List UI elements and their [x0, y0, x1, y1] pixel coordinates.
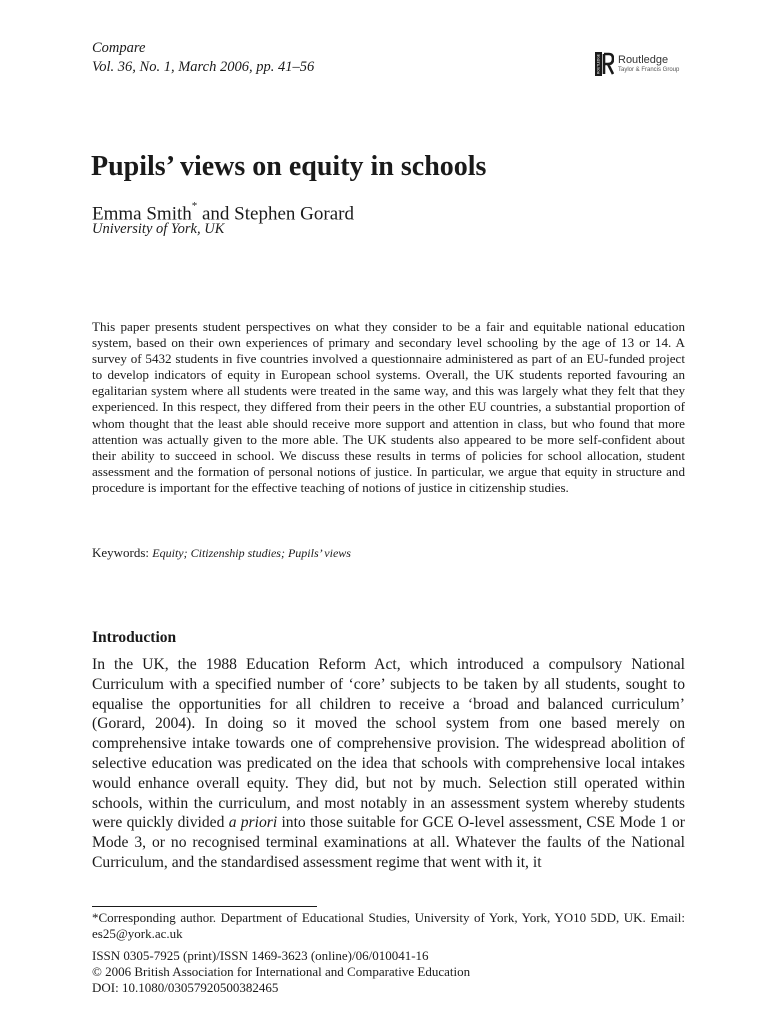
abstract: This paper presents student perspectives on what they consider to be a fair and equitable national education system, based on their own experiences of primary and secondary level schooling by the age of 13 or 14. A survey of 5432 students in five countries involved a questionnaire administered as part of an EU-funded project to develop indicators of equity in European school systems. Overall, the UK students reported favouring an egalitarian system where all students were treated in the same way, and this was largely what they felt that they experienced. In this respect, they differed from their peers in the other EU countries, a substantial proportion of whom thought that the least able should receive more support and attention in class, but who found that more attention was actually given to the more able. The UK students also appeared to be more self-confident about their ability to succeed in school. We discuss these results in terms of policies for school allocation, student assessment and the formation of personal notions of justice. In particular, we argue that equity in structure and procedure is important for the effective teaching of notions of justice in citizenship studies. — [92, 319, 685, 495]
introduction-paragraph — [92, 655, 685, 873]
keywords — [92, 545, 351, 561]
intro-text-part-1: In the UK, the 1988 Education Reform Act, which introduced a compulsory National Curriculum with a specified number of ‘core’ subjects to be taken by all students, sought to equalise the opportunities for all children to receive a ‘broad and balanced curriculum’ (Gorard, 2004). In doing so it moved the school system from one based merely on comprehensive intake towards one of comprehensive provision. The widespread abolition of selective education was predicated on the idea that schools with comprehensive local intakes would enhance overall equity. They did, but not by much. Selection still operated within schools, within the curriculum, and most notably in an assessment system whereby students were quickly divided — [92, 656, 685, 832]
intro-text-part-2: into those suitable for GCE O-level assessment, CSE Mode 1 or Mode 3, or no recognised terminal examinations at all. Whatever the faults of the National Curriculum, and the standardised assessment regime that went with it, it — [92, 814, 685, 871]
section-heading-introduction: Introduction — [92, 629, 177, 646]
affiliation: University of York, UK — [92, 221, 225, 237]
intro-italic-phrase: a priori — [228, 814, 278, 832]
journal-name: Compare — [92, 40, 146, 56]
publisher-name: Routledge — [618, 54, 669, 66]
author-primary: Emma Smith — [92, 203, 192, 225]
journal-citation: Vol. 36, No. 1, March 2006, pp. 41–56 — [92, 59, 315, 75]
publisher-group: Taylor & Francis Group — [618, 67, 680, 73]
corresponding-author-mark[interactable]: * — [191, 200, 198, 212]
logo-mark-text: ROUTLEDGE — [596, 54, 601, 74]
publication-info — [92, 948, 470, 996]
article-title: Pupils’ views on equity in schools — [91, 151, 487, 182]
keywords-label: Keywords: — [92, 545, 150, 560]
issn-line: ISSN 0305-7925 (print)/ISSN 1469-3623 (online)/06/010041-16 — [92, 948, 429, 963]
corresponding-author-footnote: *Corresponding author. Department of Educational Studies, University of York, York, YO10 5DD, UK. Email: es25@york.ac.uk — [92, 910, 685, 942]
routledge-logo-icon — [595, 52, 614, 76]
copyright-line: © 2006 British Association for International and Comparative Education — [92, 964, 471, 980]
footnote-divider — [92, 906, 317, 907]
publisher-logo — [595, 52, 679, 76]
doi-line[interactable]: DOI: 10.1080/03057920500382465 — [92, 980, 279, 996]
author-secondary: and Stephen Gorard — [197, 203, 354, 225]
keywords-values: Equity; Citizenship studies; Pupils’ views — [152, 546, 351, 560]
journal-header — [92, 39, 314, 77]
